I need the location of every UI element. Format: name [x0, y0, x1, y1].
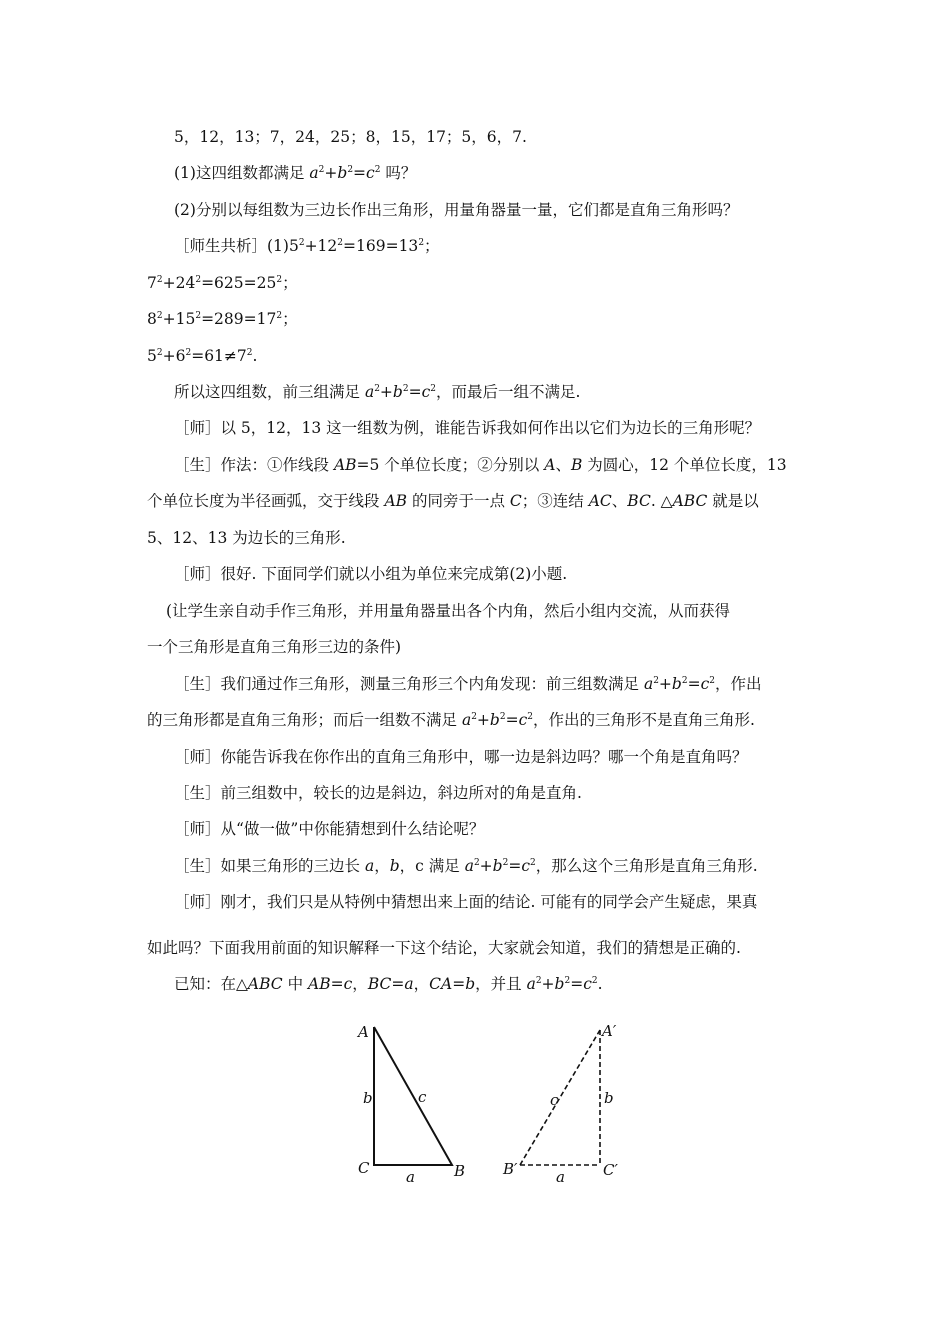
text-line-23: 如此吗？下面我用前面的知识解释一下这个结论，大家就会知道，我们的猜想是正确的.: [147, 939, 741, 957]
text-line-11: 个单位长度为半径画弧，交于线段 AB 的同旁于一点 C；③连结 AC、BC. △ABC 就是以: [147, 492, 759, 510]
text-line-15: 一个三角形是直角三角形三边的条件): [147, 638, 402, 656]
text-line-7: $5^2+6^2=61\ne 7^2$.: [147, 347, 258, 365]
text-line-20: ［师］从“做一做”中你能猜想到什么结论呢？: [174, 820, 485, 838]
side-a-prime-label: a: [556, 1168, 565, 1186]
triangle-a-prime-b-prime-c-prime: [502, 1022, 618, 1186]
side-c-prime-line: [520, 1030, 600, 1165]
triangle-abc: [356, 1023, 465, 1186]
triangle-figure: [340, 1008, 640, 1188]
side-b-label: b: [363, 1089, 373, 1107]
text-line-13: ［师］很好. 下面同学们就以小组为单位来完成第(2)小题.: [174, 565, 568, 583]
text-line-18: ［师］你能告诉我在你作出的直角三角形中，哪一边是斜边吗？哪一个角是直角吗？: [174, 748, 748, 766]
text-line-12: 5、12、13 为边长的三角形.: [147, 529, 346, 547]
text-line-16: ［生］我们通过作三角形，测量三角形三个内角发现：前三组数满足 $a^2+b^2=c^2$，作出: [174, 675, 762, 693]
vertex-a-label: A: [358, 1023, 369, 1041]
vertex-b-prime-label: B′: [503, 1160, 518, 1178]
text-line-3: (2)分别以每组数为三边长作出三角形，用量角器量一量，它们都是直角三角形吗？: [174, 201, 739, 219]
text-line-10: ［生］作法：①作线段 AB=5 个单位长度；②分别以 A、B 为圆心，12 个单位长度，13: [174, 456, 787, 474]
text-line-9: ［师］以 5，12，13 这一组数为例，谁能告诉我如何作出以它们为边长的三角形呢？: [174, 419, 761, 437]
text-line-2: (1)这四组数都满足 $a^2+b^2=c^2$ 吗？: [174, 164, 417, 182]
vertex-a-prime-label: A′: [602, 1022, 617, 1040]
text-line-4: ［师生共析$](1)5^2+12^2=169=13^2$；: [174, 237, 440, 255]
text-line-24: 已知：在△ABC 中 AB=c，BC=a，CA=b，并且 $a^2+b^2=c^2$.: [174, 975, 603, 993]
text-line-14: (让学生亲自动手作三角形，并用量角器量出各个内角，然后小组内交流，从而获得: [166, 602, 731, 620]
triangle-abc-sides: [374, 1027, 452, 1165]
text-line-17: 的三角形都是直角三角形；而后一组数不满足 $a^2+b^2=c^2$，作出的三角形不是直角三角形.: [147, 711, 755, 729]
side-b-prime-label: b: [604, 1089, 614, 1107]
text-line-1: 5，12，13；7，24，25；8，15，17；5，6，7.: [174, 128, 527, 146]
side-a-label: a: [406, 1168, 415, 1186]
text-line-6: $8^2+15^2=289=17^2$；: [147, 310, 298, 328]
vertex-c-label: C: [358, 1159, 370, 1177]
vertex-b-label: B: [454, 1162, 466, 1180]
text-line-5: $7^2+24^2=625=25^2$；: [147, 274, 298, 292]
text-line-21: ［生］如果三角形的三边长 a，b，c 满足 $a^2+b^2=c^2$，那么这个三角形是直角三角形.: [174, 857, 758, 875]
text-line-8: 所以这四组数，前三组满足 $a^2+b^2=c^2$，而最后一组不满足.: [174, 383, 581, 401]
vertex-c-prime-label: C′: [603, 1161, 618, 1179]
side-c-prime-label: c: [550, 1091, 559, 1109]
text-line-19: ［生］前三组数中，较长的边是斜边，斜边所对的角是直角.: [174, 784, 582, 802]
text-line-22: ［师］刚才，我们只是从特例中猜想出来上面的结论. 可能有的同学会产生疑虑，果真: [174, 893, 758, 911]
side-c-label: c: [418, 1088, 427, 1106]
